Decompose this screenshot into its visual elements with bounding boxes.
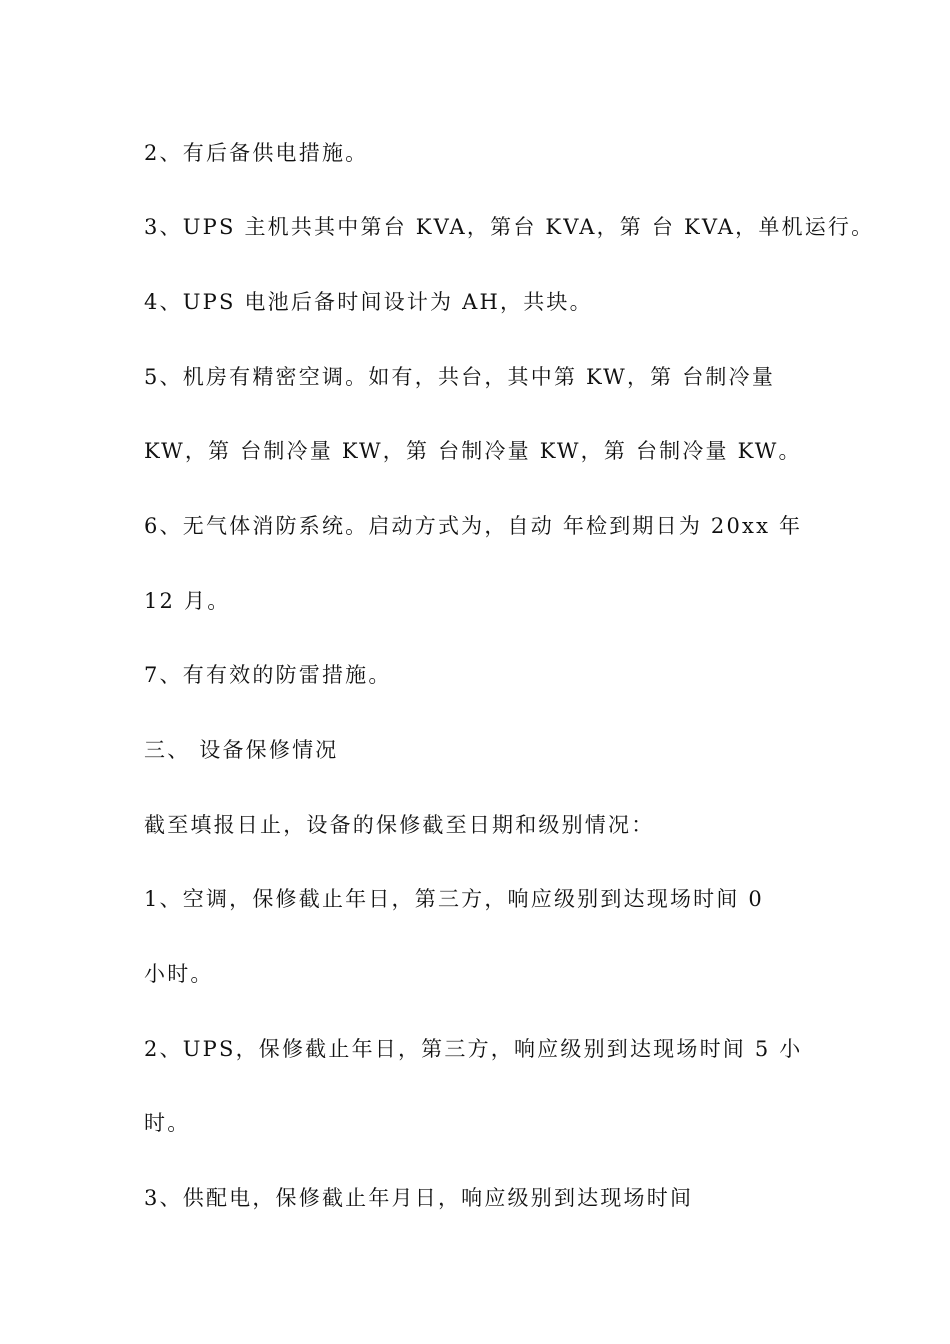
text-line: 12 月。 — [144, 589, 231, 613]
text-line: 3、UPS 主机共其中第台 KVA，第台 KVA，第 台 KVA，单机运行。 — [144, 215, 875, 239]
text-line: 时。 — [144, 1111, 191, 1135]
text-line: 3、供配电，保修截止年月日，响应级别到达现场时间 — [144, 1186, 694, 1210]
text-line: KW，第 台制冷量 KW，第 台制冷量 KW，第 台制冷量 KW。 — [144, 439, 802, 463]
text-line: 6、无气体消防系统。启动方式为，自动 年检到期日为 20xx 年 — [144, 514, 803, 538]
text-line: 2、有后备供电措施。 — [144, 141, 369, 165]
section-heading: 三、 设备保修情况 — [144, 738, 339, 762]
text-line: 截至填报日止，设备的保修截至日期和级别情况： — [144, 813, 655, 837]
text-line: 2、UPS，保修截止年日，第三方，响应级别到达现场时间 5 小 — [144, 1037, 803, 1061]
text-line: 小时。 — [144, 962, 214, 986]
text-line: 5、机房有精密空调。如有，共台，其中第 KW，第 台制冷量 — [144, 365, 776, 389]
text-line: 4、UPS 电池后备时间设计为 AH，共块。 — [144, 290, 593, 314]
text-line: 7、有有效的防雷措施。 — [144, 663, 392, 687]
text-line: 1、空调，保修截止年日，第三方，响应级别到达现场时间 0 — [144, 887, 764, 911]
